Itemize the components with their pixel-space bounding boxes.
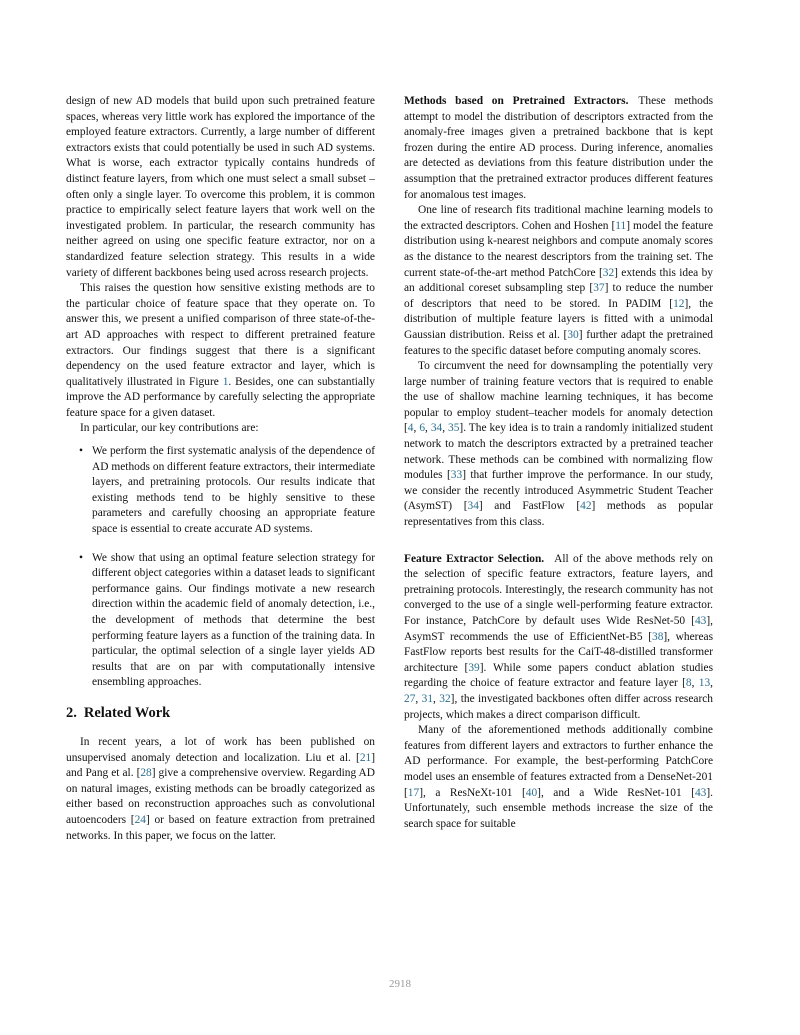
section-title: Related Work (83, 704, 171, 721)
paragraph (404, 94, 713, 203)
citation-link[interactable]: 8 (685, 677, 692, 690)
citation-link[interactable]: 13 (698, 677, 711, 690)
right-column (404, 94, 713, 832)
text-span: ], the investigated backbones often differ across research projects, which makes a direct comparison difficult. (404, 692, 713, 721)
text-span: ] give a comprehensive overview. Regarding AD on natural images, existing methods can be broadly categorized as either based on reconstruction approaches such as convolutional autoencoders [ (66, 767, 375, 826)
text-span: ]. While some papers conduct ablation studies regarding the choice of feature extractor and feature layer [ (404, 661, 714, 690)
text-span: Many of the aforementioned methods additionally combine features from different layers and extractors to further enhance the AD performance. For example, the best-performing PatchCore model uses an ensemble of features extracted from a DenseNet-201 [ (404, 724, 713, 799)
citation-link[interactable]: 6 (419, 422, 426, 435)
citation-link[interactable]: 32 (439, 692, 451, 705)
citation-link[interactable]: 30 (567, 328, 579, 341)
citation-link[interactable]: 33 (450, 469, 463, 482)
list-item-text: We show that using an optimal feature selection strategy for different object categories within a dataset leads to significant performance gains. Our findings motivate a new research direction within the academic field of anomaly detection, i.e., the development of methods that determine the best performing feature layers as a function of the training data. In particular, the optimal selection of a single layer yields AD results that are on par with computationally intensive ensembling approaches. (92, 551, 375, 689)
text-span: ]. The key idea is to train a randomly initialized student network to match the descriptors extracted by a pretrained teacher network. These methods can be combined with normalizing flow modules [ (404, 422, 714, 482)
text-span: ], a ResNeXt-101 [ (419, 786, 526, 799)
text-span: , (691, 677, 699, 690)
page-number: 2918 (389, 978, 411, 990)
text-span: These methods attempt to model the distribution of descriptors extracted from the anomaly-free images given a pretrained backbone that is kept frozen during the entire AD process. During inference, anomalies are detected as deviations from this feature distribution under the assumption that the pretrained extractor produces different features for anomalous test images. (404, 95, 713, 201)
citation-link[interactable]: 40 (525, 786, 538, 799)
figure-reference-link[interactable]: 1 (222, 375, 229, 388)
text-span: , (710, 677, 713, 690)
text-span: ] further adapt the pretrained features to the specific dataset before computing anomaly scores. (404, 328, 713, 357)
text-span: , (433, 692, 440, 705)
text-span: ] to reduce the number of descriptors that need to be stored. In PADIM [ (404, 282, 714, 310)
paragraph (404, 552, 713, 724)
text-span: ] model the feature distribution using k-nearest neighbors and compute anomaly scores as the distance to the nearest descriptors from the training set. The current state-of-the-art method PatchCore [ (404, 219, 714, 279)
text-span: ]. Unfortunately, such ensemble methods increase the size of the search space for suitable (404, 786, 714, 830)
spacer (404, 531, 713, 552)
section-number: 2. (66, 704, 77, 721)
bullet-icon: • (79, 551, 83, 564)
citation-link[interactable]: 34 (430, 422, 443, 435)
paragraph (404, 203, 713, 359)
paragraph: design of new AD models that build upon such pretrained feature spaces, whereas very little work has explored the importance of the employed feature extractors. Currently, a large number of different extractors exists that could potentially be used in such AD systems. What is worse, each extractor typically contains hundreds of distinct feature layers, from which one must select a small subset – often only a single layer. To overcome this problem, it is common practice to empirically select feature layers that work well on the investigated problem. In particular, the research community has neither agreed on using one specific feature extractor, nor on a standardized feature selection strategy. This results in a wide variety of different backbones being used across research projects. (66, 95, 375, 279)
left-column (66, 94, 375, 844)
text-span: ], whereas FastFlow reports best results for the CaiT-48-distilled transformer architecture [ (404, 630, 714, 674)
text-span: ] and FastFlow [ (478, 500, 581, 513)
citation-link[interactable]: 27 (404, 692, 416, 705)
paragraph (404, 359, 713, 531)
text-span: To circumvent the need for downsampling the potentially very large number of training feature vectors that is required to enable the use of shallow machine learning techniques, it has become popular to employ student–teacher models for anomaly detection [ (404, 360, 713, 435)
text-span: . Besides, one can substantially improve the AD performance by carefully selecting the appropriate feature space for a given dataset. (66, 375, 376, 419)
list-item-text: We perform the first systematic analysis of the dependence of AD methods on different feature extractors, their intermediate layers, and pretraining protocols. Our results indicate that existing methods tend to be highly sensitive to these parameters and carefully choosing an appropriate feature space is essential to create accurate AD systems. (92, 445, 375, 536)
section-heading (66, 704, 375, 722)
text-span: All of the above methods rely on the selection of specific feature extractors, feature layers, and pretraining protocols. Interestingly, the research community has not converged to the use of a single well-performing feature extractor. For instance, PatchCore by default uses Wide ResNet-50 [ (404, 552, 713, 627)
paragraph: In particular, our key contributions are: (80, 422, 259, 435)
text-span: , (415, 692, 422, 705)
citation-link[interactable]: 11 (615, 219, 627, 232)
text-span: ] that further improve the performance. In our study, we consider the recently introduced Asymmetric Student Teacher (AsymST) [ (404, 469, 713, 513)
text-span: In recent years, a lot of work has been published on unsupervised anomaly detection and localization. Liu et al. [ (66, 735, 375, 764)
text-span: ], the distribution of multiple feature layers is fitted with a unimodal Gaussian distribution. Reiss et al. [ (404, 297, 714, 341)
text-span: One line of research fits traditional machine learning models to the extracted descriptors. Cohen and Hoshen [ (404, 204, 713, 232)
text-span: , (442, 422, 449, 435)
paragraph (66, 281, 375, 421)
text-span: ] extends this idea by an additional coreset subsampling step [ (404, 266, 713, 295)
citation-link[interactable]: 31 (421, 692, 434, 705)
contribution-list (66, 444, 375, 691)
citation-link[interactable]: 38 (652, 630, 664, 643)
text-span: ] methods as popular representatives from this class. (404, 500, 714, 529)
citation-link[interactable]: 35 (448, 422, 460, 435)
bullet-icon: • (79, 445, 83, 458)
text-span: ] or based on feature extraction from pretrained networks. In this paper, we focus on the latter. (66, 813, 375, 842)
citation-link[interactable]: 42 (580, 500, 592, 513)
citation-link[interactable]: 17 (407, 786, 420, 799)
citation-link[interactable]: 4 (407, 422, 414, 435)
citation-link[interactable]: 43 (694, 786, 707, 799)
text-span: ], and a Wide ResNet-101 [ (537, 786, 695, 799)
list-item (66, 444, 375, 538)
paragraph-heading: Feature Extractor Selection. (404, 552, 545, 565)
text-span: ] and Pang et al. [ (66, 751, 375, 780)
text-span: , (425, 422, 431, 435)
paragraph-heading: Methods based on Pretrained Extractors. (404, 95, 629, 107)
text-span: ], AsymST recommends the use of EfficientNet-B5 [ (404, 615, 713, 643)
citation-link[interactable]: 12 (673, 297, 685, 310)
citation-link[interactable]: 21 (359, 751, 372, 764)
citation-link[interactable]: 28 (140, 767, 152, 780)
paragraph (404, 723, 713, 832)
citation-link[interactable]: 34 (467, 500, 479, 513)
text-span: This raises the question how sensitive existing methods are to the particular choice of feature space that they operate on. To answer this, we present a unified comparison of three state-of-the-art AD approaches with respect to different pretrained feature extractors. Our findings suggest that there is a significant dependency on the used feature extractor and layer, which is qualitatively illustrated in Figure (66, 282, 375, 388)
citation-link[interactable]: 43 (694, 615, 707, 627)
citation-link[interactable]: 37 (593, 282, 605, 295)
citation-link[interactable]: 24 (134, 813, 146, 826)
citation-link[interactable]: 32 (602, 266, 615, 279)
text-span: , (413, 422, 420, 435)
citation-link[interactable]: 39 (468, 661, 480, 674)
list-item (66, 551, 375, 691)
paragraph (66, 735, 375, 844)
